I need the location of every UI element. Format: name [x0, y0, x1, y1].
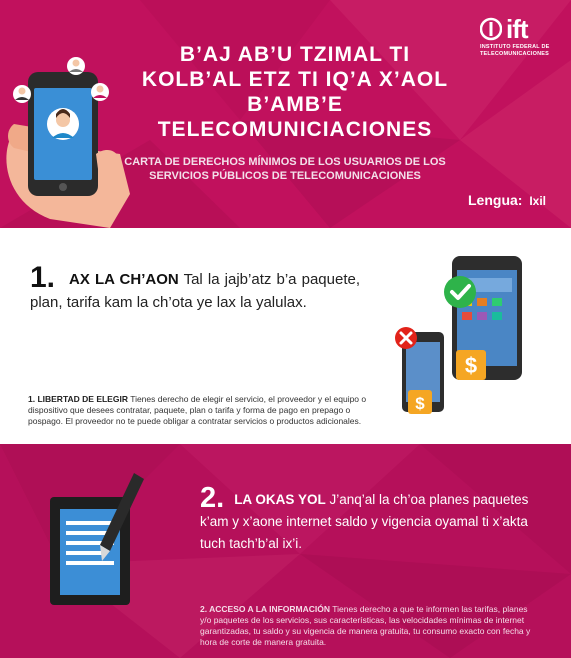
ift-logo	[480, 16, 560, 58]
section1-number: 1.	[30, 261, 56, 294]
section1-keyword: AX LA CH’AON	[69, 271, 179, 288]
section2-main-text	[200, 482, 540, 555]
check-icon	[444, 276, 476, 308]
tablet-pen-illustration	[48, 469, 158, 609]
phone-hand-illustration	[0, 44, 140, 228]
section1-main-text	[30, 261, 360, 314]
language-label: Lengua:	[468, 192, 523, 208]
section-libertad-elegir	[0, 228, 571, 444]
logo-text: ift	[506, 14, 528, 44]
section2-keyword: LA OKAS YOL	[234, 492, 326, 507]
section-acceso-informacion	[0, 444, 571, 658]
svg-text:$: $	[464, 353, 478, 378]
section2-note-text: Tienes derecho a que te informen las tarifas, planes y/o paquetes de los servicios, sus características, las velocidades mínimas de internet garantizadas, tu saldo y su vigencia de manera gratuita, tu consumo exacto con fecha y hora de corte de manera gratuita.	[200, 604, 531, 647]
svg-text:$: $	[415, 394, 425, 413]
language-indicator	[468, 192, 546, 208]
x-icon	[395, 327, 417, 349]
header-banner	[0, 0, 571, 228]
page-subtitle: CARTA DE DERECHOS MÍNIMOS DE LOS USUARIOS DE LOS SERVICIOS PÚBLICOS DE TELECOMUNICACIONES	[124, 156, 446, 182]
section2-note-title: 2. ACCESO A LA INFORMACIÓN	[200, 604, 331, 614]
page-title: B’AJ AB’U TZIMAL TI KOLB’AL ETZ TI IQ’A X’AOL B’AMB’E TELECOMUNICIACIONES	[141, 43, 449, 141]
logo-subtitle: INSTITUTO FEDERAL DE TELECOMUNICACIONES	[480, 44, 550, 57]
section1-note	[28, 394, 373, 427]
devices-illustration	[390, 254, 530, 424]
section1-note-text: Tienes derecho de elegir el servicio, el proveedor y el equipo o dispositivo que desees contratar, paquete, plan o tarifa y forma de pago en prepago o pospago. El proveedor no te puede obligar a contratar servicios o productos adicionales.	[28, 394, 367, 426]
section1-text: Tal la jajb’atz b’a paquete, plan, tarifa kam la ch’ota ye lax la yalulax.	[30, 271, 360, 311]
section1-note-title: 1. LIBERTAD DE ELEGIR	[28, 394, 128, 404]
section2-note	[200, 604, 540, 648]
language-value: Ixil	[529, 194, 547, 208]
section2-number: 2.	[200, 482, 225, 514]
ift-logo-icon	[480, 16, 502, 42]
section2-text: J’anq’al la ch’oa planes paquetes k’am y x’aone internet saldo y vigencia oyamal ti x’akta tuch tach’b’al ix’i.	[200, 492, 529, 551]
